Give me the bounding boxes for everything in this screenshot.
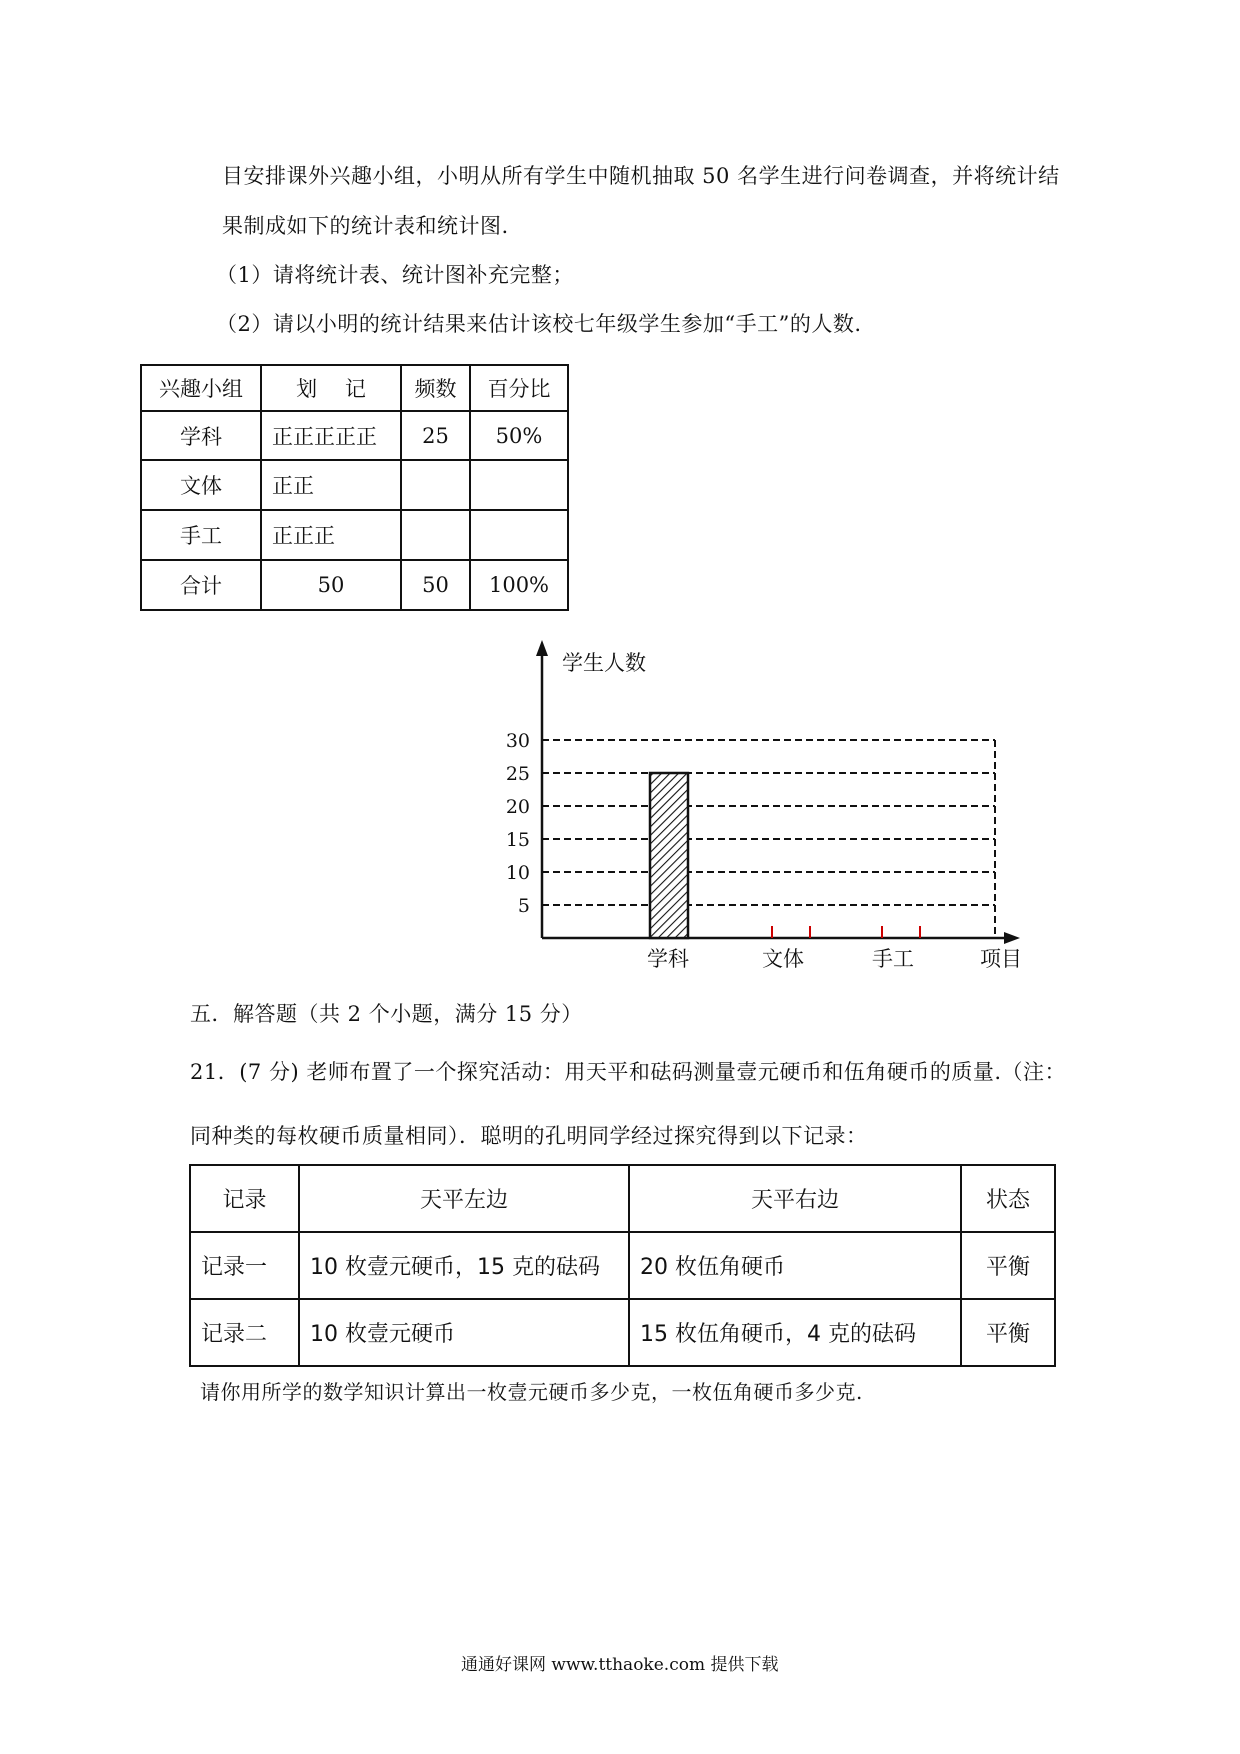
tally-cell-group: 文体 bbox=[141, 460, 261, 510]
coin-cell-status: 平衡 bbox=[961, 1232, 1055, 1299]
tally-header-cell: 兴趣小组 bbox=[141, 365, 261, 411]
q21-line-2: 同种类的每枚硬币质量相同）．聪明的孔明同学经过探究得到以下记录： bbox=[190, 1124, 868, 1148]
coin-row bbox=[190, 1232, 1055, 1299]
q21-question: 请你用所学的数学知识计算出一枚壹元硬币多少克，一枚伍角硬币多少克. bbox=[200, 1380, 863, 1404]
tally-cell-percent: 50% bbox=[470, 411, 568, 460]
y-tick-label: 10 bbox=[505, 862, 530, 884]
y-axis-label: 学生人数 bbox=[562, 651, 646, 675]
coin-header-row bbox=[190, 1165, 1055, 1232]
coin-header-cell: 天平右边 bbox=[629, 1165, 961, 1232]
coin-cell-right: 15 枚伍角硬币，4 克的砝码 bbox=[629, 1299, 961, 1366]
y-tick-label: 5 bbox=[517, 895, 530, 917]
question-2: （2）请以小明的统计结果来估计该校七年级学生参加“手工”的人数. bbox=[216, 312, 862, 336]
intro-line-1: 目安排课外兴趣小组，小明从所有学生中随机抽取 50 名学生进行问卷调查，并将统计结 bbox=[222, 164, 1060, 188]
x-tick-label: 手工 bbox=[872, 947, 914, 971]
tally-cell-group: 学科 bbox=[141, 411, 261, 460]
section-5-title: 五．解答题（共 2 个小题，满分 15 分） bbox=[190, 1002, 583, 1026]
x-tick-label: 学科 bbox=[647, 947, 689, 971]
chart-bars bbox=[650, 773, 688, 938]
bar bbox=[650, 773, 688, 938]
y-tick-label: 15 bbox=[505, 829, 530, 851]
tally-cell-marks: 50 bbox=[261, 560, 401, 610]
footer-text: 通通好课网 www.tthaoke.com 提供下载 bbox=[461, 1655, 779, 1675]
q21-line-1: 21．(7 分) 老师布置了一个探究活动：用天平和砝码测量壹元硬币和伍角硬币的质量.（注： bbox=[190, 1060, 1066, 1084]
y-axis-arrow-icon bbox=[536, 640, 548, 656]
coin-cell-left: 10 枚壹元硬币，15 克的砝码 bbox=[299, 1232, 629, 1299]
tally-cell-percent: 100% bbox=[470, 560, 568, 610]
tally-cell-group: 合计 bbox=[141, 560, 261, 610]
chart-grid bbox=[542, 740, 995, 938]
tally-cell-marks: 正正正 bbox=[261, 510, 401, 560]
tally-cell-group: 手工 bbox=[141, 510, 261, 560]
coin-header-cell: 记录 bbox=[190, 1165, 299, 1232]
tally-header-cell: 百分比 bbox=[470, 365, 568, 411]
coin-cell-status: 平衡 bbox=[961, 1299, 1055, 1366]
x-axis-arrow-icon bbox=[1004, 932, 1020, 944]
category-markers bbox=[772, 926, 920, 938]
tally-cell-frequency: 50 bbox=[401, 560, 470, 610]
chart-axes bbox=[536, 640, 1020, 944]
y-tick-label: 20 bbox=[505, 796, 530, 818]
tally-header-cell: 划 记 bbox=[261, 365, 401, 411]
coin-header-cell: 天平左边 bbox=[299, 1165, 629, 1232]
coin-row bbox=[190, 1299, 1055, 1366]
coin-cell-left: 10 枚壹元硬币 bbox=[299, 1299, 629, 1366]
coin-record-table bbox=[189, 1164, 1056, 1367]
x-tick-labels bbox=[647, 947, 914, 971]
intro-line-2: 果制成如下的统计表和统计图. bbox=[222, 214, 509, 238]
tally-cell-frequency: 25 bbox=[401, 411, 470, 460]
tally-cell-marks: 正正正正正 bbox=[261, 411, 401, 460]
question-1: （1）请将统计表、统计图补充完整； bbox=[216, 263, 574, 287]
coin-cell-record: 记录二 bbox=[190, 1299, 299, 1366]
coin-cell-right: 20 枚伍角硬币 bbox=[629, 1232, 961, 1299]
coin-header-cell: 状态 bbox=[961, 1165, 1055, 1232]
coin-cell-record: 记录一 bbox=[190, 1232, 299, 1299]
y-tick-label: 30 bbox=[505, 730, 530, 752]
y-tick-label: 25 bbox=[505, 763, 530, 785]
y-tick-labels bbox=[506, 730, 530, 917]
tally-cell-marks: 正正 bbox=[261, 460, 401, 510]
x-axis-label: 项目 bbox=[980, 947, 1022, 971]
x-tick-label: 文体 bbox=[762, 947, 804, 971]
tally-header-cell: 频数 bbox=[401, 365, 470, 411]
